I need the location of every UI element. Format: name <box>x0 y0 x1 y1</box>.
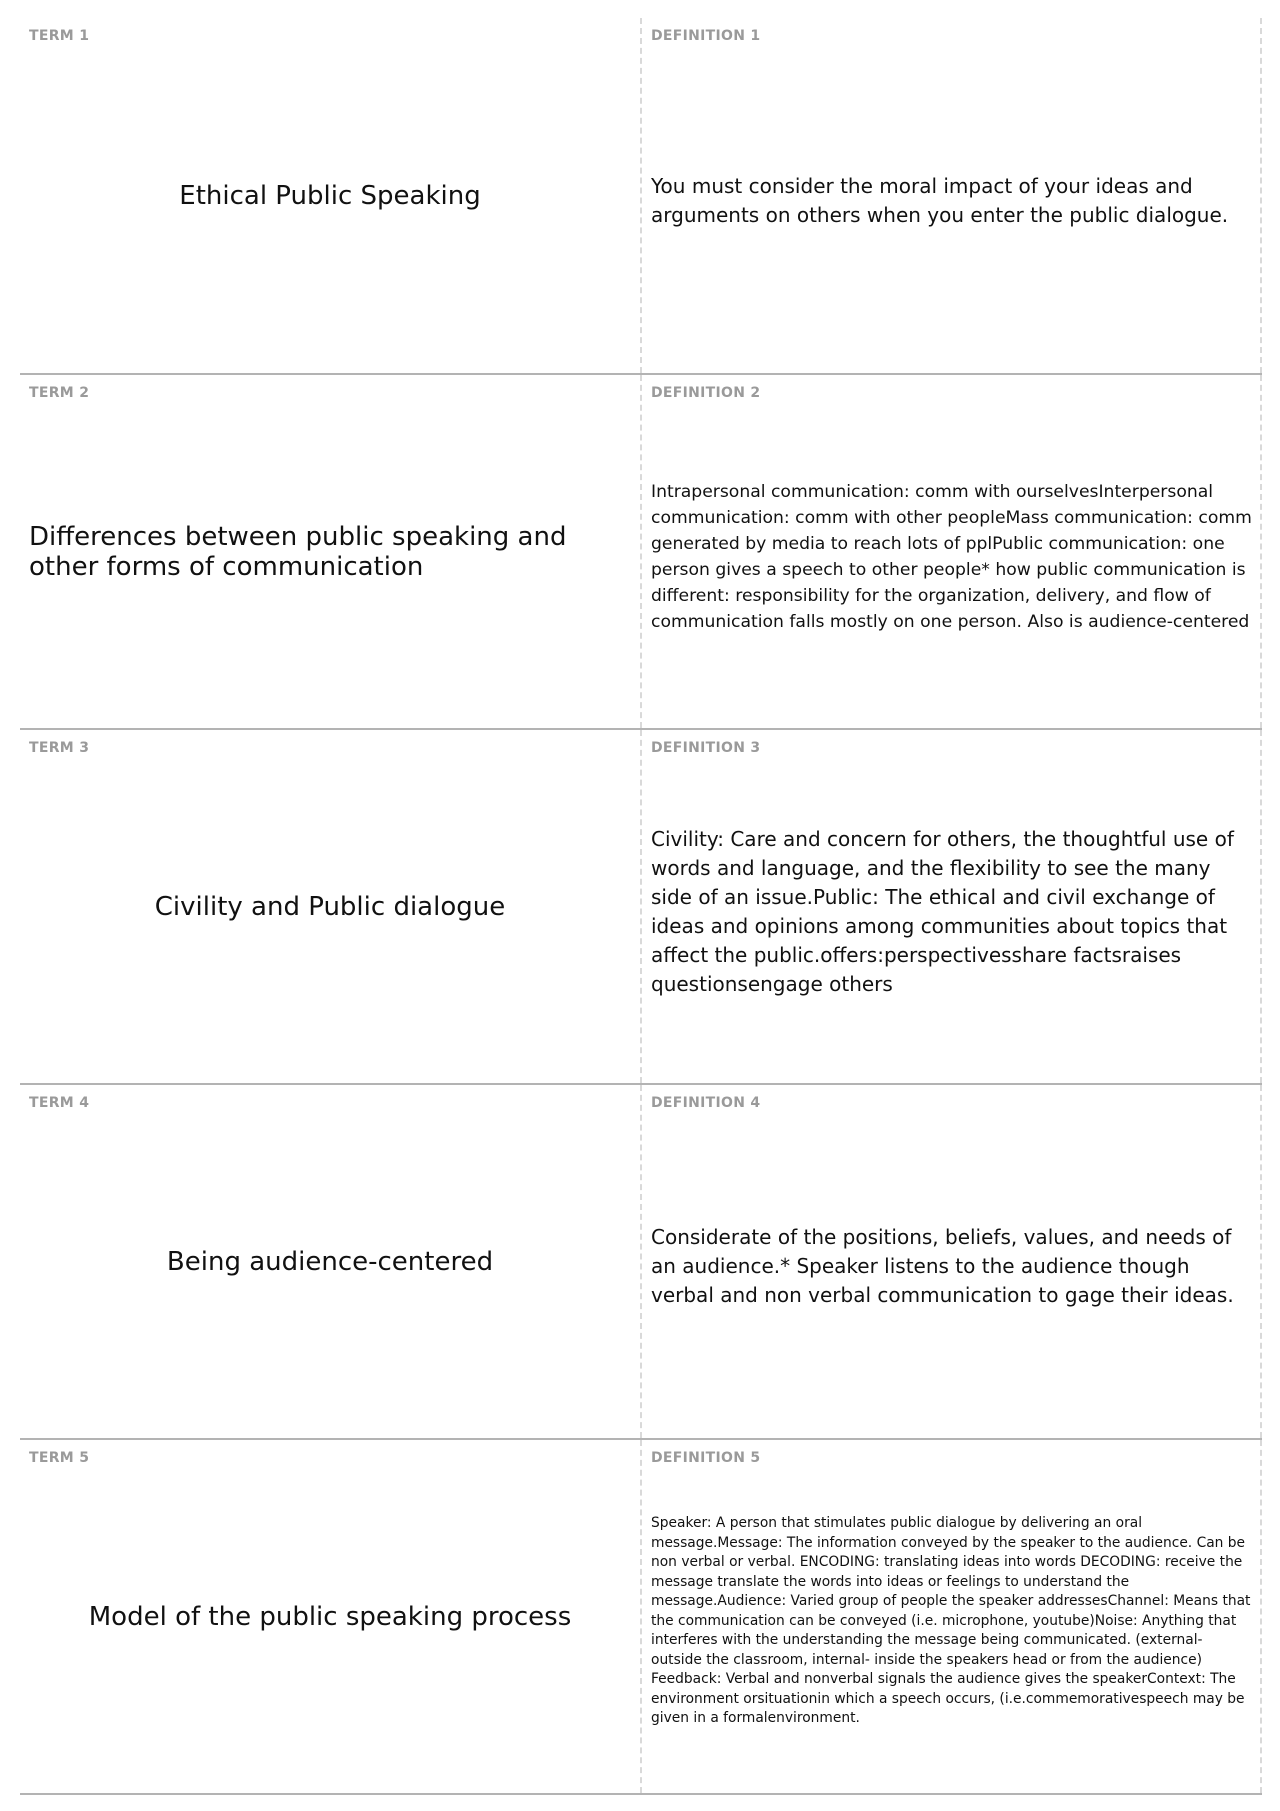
definition-text: You must consider the moral impact of your ideas and arguments on others when you enter the public dialogue. <box>651 173 1229 227</box>
definition-cell <box>642 1440 1262 1793</box>
definition-text: Intrapersonal communication: comm with ourselvesInterpersonal communication: comm with other peopleMass communication: comm generated by media to reach lots of pplPublic communication: one person gives a speech to other people* how public communication is different: responsibility for the organization, delivery, and flow of communication falls mostly on one person. Also is audience-centered <box>651 481 1252 632</box>
term-label: TERM 4 <box>29 1095 90 1111</box>
flashcard-row <box>20 1440 1262 1795</box>
definition-text: Considerate of the positions, beliefs, values, and needs of an audience.* Speaker listens to the audience though verbal and non verbal communication to gage their ideas. <box>651 1225 1234 1307</box>
definition-label: DEFINITION 2 <box>651 385 761 401</box>
definition-label: DEFINITION 4 <box>651 1095 761 1111</box>
term-cell <box>20 730 642 1083</box>
definition-cell <box>642 375 1262 728</box>
term-text: Civility and Public dialogue <box>154 891 506 922</box>
term-cell <box>20 1440 642 1793</box>
flashcard-sheet <box>20 18 1262 1795</box>
term-text: Ethical Public Speaking <box>179 180 481 211</box>
term-label: TERM 3 <box>29 740 90 756</box>
term-cell <box>20 1085 642 1438</box>
flashcard-row <box>20 375 1262 730</box>
definition-label: DEFINITION 1 <box>651 28 761 44</box>
definition-label: DEFINITION 5 <box>651 1450 761 1466</box>
term-label: TERM 1 <box>29 28 90 44</box>
flashcard-row <box>20 18 1262 375</box>
flashcard-row <box>20 1085 1262 1440</box>
term-text: Differences between public speaking and other forms of communication <box>29 521 567 582</box>
definition-text: Speaker: A person that stimulates public dialogue by delivering an oral message.Message: The information conveyed by the speaker to the audience. Can be non verbal or verbal. ENCODING: translating ideas into words DECODING: receive the message translate the words into ideas or feelings to understand the message.Audience: Varied group of people the speaker addressesChannel: Means that the communication can be conveyed (i.e. microphone, youtube)Noise: Anything that interferes with the understanding the message being communicated. (external- outside the classroom, internal- inside the speakers head or from the audience) Feedback: Verbal and nonverbal signals the audience gives the speakerContext: The environment orsituationin which a speech occurs, (i.e.commemorativespeech may be given in a formalenvironment. <box>651 1515 1251 1727</box>
term-label: TERM 2 <box>29 385 90 401</box>
term-cell <box>20 18 642 373</box>
term-text: Being audience-centered <box>166 1246 494 1277</box>
definition-cell <box>642 730 1262 1083</box>
definition-cell <box>642 18 1262 373</box>
definition-cell <box>642 1085 1262 1438</box>
term-text: Model of the public speaking process <box>88 1601 572 1632</box>
term-label: TERM 5 <box>29 1450 90 1466</box>
definition-text: Civility: Care and concern for others, the thoughtful use of words and language, and the flexibility to see the many side of an issue.Public: The ethical and civil exchange of ideas and opinions among communities about topics that affect the public.offers:perspectivesshare factsraises questionsengage others <box>651 826 1234 996</box>
definition-label: DEFINITION 3 <box>651 740 761 756</box>
term-cell <box>20 375 642 728</box>
flashcard-row <box>20 730 1262 1085</box>
